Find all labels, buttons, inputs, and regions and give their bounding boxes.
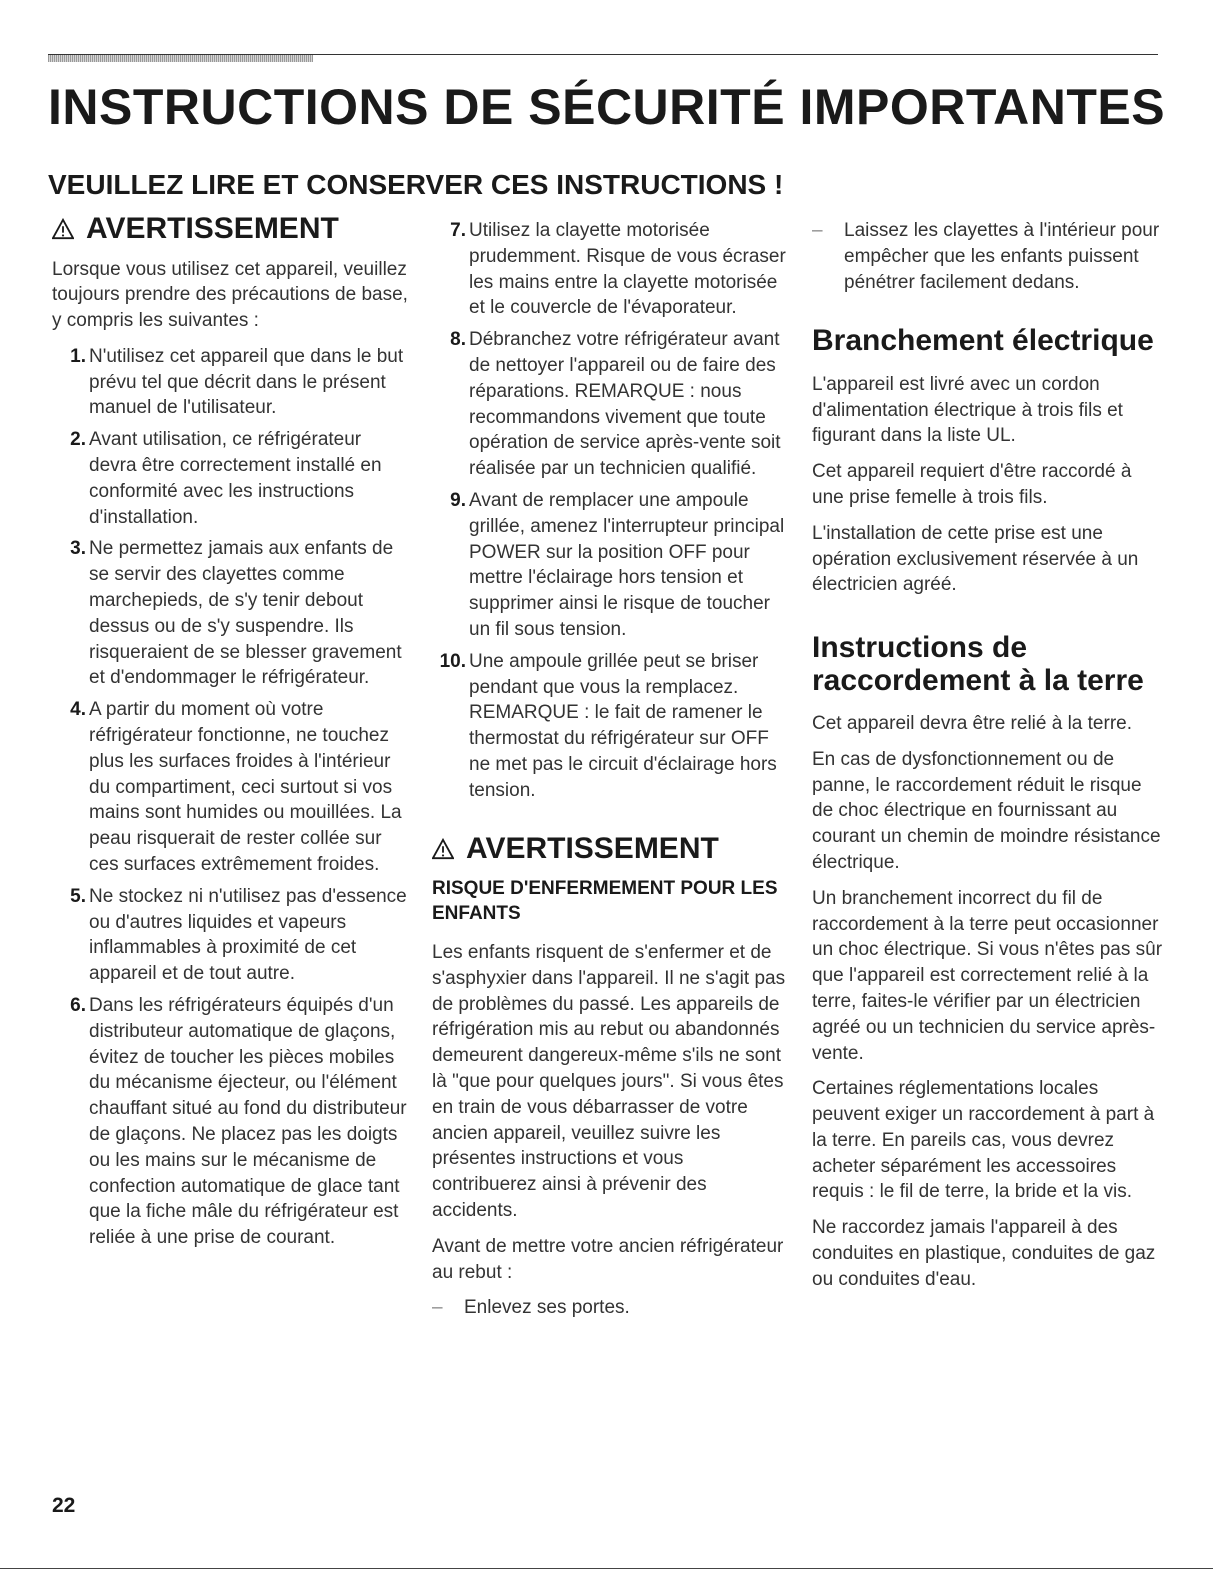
- column-2: [432, 218, 792, 1331]
- child-entrapment-heading: RISQUE D'ENFERMEMENT POUR LES ENFANTS: [432, 878, 778, 925]
- intro-paragraph: Lorsque vous utilisez cet appareil, veuillez toujours prendre des précautions de base, y compris les suivantes :: [52, 258, 408, 332]
- item-number: 1.: [70, 345, 86, 367]
- dash-item-leave-shelves: [812, 218, 1167, 295]
- item-text: Ne permettez jamais aux enfants de se servir des clayettes comme marchepieds, de s'y tenir debout dessus ou de s'y suspendre. Ils risqueraient de se blesser gravement et d'endommager le réfrigérateur.: [89, 538, 402, 689]
- item-number: 8.: [450, 329, 466, 351]
- electrical-paragraph-2: Cet appareil requiert d'être raccordé à une prise femelle à trois fils.: [812, 461, 1132, 508]
- item-text: Ne stockez ni n'utilisez pas d'essence ou d'autres liquides et vapeurs inflammables à proximité de cet appareil et de tout autre.: [89, 885, 407, 985]
- dash-mark: –: [432, 1297, 443, 1319]
- item-number: 10.: [439, 650, 466, 672]
- list-item: [52, 427, 412, 530]
- electrical-paragraph-1: L'appareil est livré avec un cordon d'alimentation électrique à trois fils et figurant dans la liste UL.: [812, 373, 1123, 447]
- page-title: INSTRUCTIONS DE SÉCURITÉ IMPORTANTES: [48, 79, 1166, 135]
- item-number: 2.: [70, 429, 86, 451]
- column-1: [52, 212, 412, 1257]
- item-number: 4.: [70, 699, 86, 721]
- dash-text: Laissez les clayettes à l'intérieur pour empêcher que les enfants puissent pénétrer facilement dedans.: [844, 220, 1160, 293]
- list-item: [432, 327, 792, 482]
- warning-heading-1: [52, 212, 412, 247]
- item-number: 7.: [450, 220, 466, 241]
- safety-list-1: [52, 344, 412, 1251]
- item-text: N'utilisez cet appareil que dans le but prévu tel que décrit dans le présent manuel de l'utilisateur.: [89, 345, 404, 419]
- page-number: 22: [52, 1494, 76, 1517]
- item-text: A partir du moment où votre réfrigérateur fonctionne, ne touchez plus les surfaces froides à l'intérieur du compartiment, ceci surtout si vos mains sont humides ou mouillées. La peau risquerait de rester collée sur ces surfaces extrêmement froides.: [89, 699, 402, 876]
- item-number: 3.: [70, 538, 86, 560]
- item-text: Débranchez votre réfrigérateur avant de nettoyer l'appareil ou de faire des réparations. REMARQUE : nous recommandons vivement que toute opération de service après-vente soit réalisée par un technicien qualifié.: [469, 329, 781, 480]
- list-item: [52, 993, 412, 1251]
- bottom-rule: [0, 1568, 1213, 1569]
- entrapment-paragraph: Les enfants risquent de s'enfermer et de s'asphyxier dans l'appareil. Il ne s'agit pas de problèmes du passé. Les appareils de réfrigération mis au rebut ou abandonnés demeurent dangereux-même s'ils ne sont là "que pour quelques jours". Si vous êtes en train de vous débarrasser de votre ancien appareil, veuillez suivre les présentes instructions et vous contribuerez ainsi à prévenir des accidents.: [432, 942, 786, 1221]
- grounding-paragraph-4: Certaines réglementations locales peuvent exiger un raccordement à part à la terre. En pareils cas, vous devrez acheter séparément les accessoires requis : le fil de terre, la bride et la vis.: [812, 1078, 1155, 1203]
- list-item: [52, 344, 412, 421]
- dash-item-remove-doors: [432, 1295, 792, 1321]
- electrical-connection-heading: Branchement électrique: [812, 324, 1154, 358]
- column-3: [812, 218, 1167, 1303]
- list-item: [432, 488, 792, 643]
- grounding-paragraph-2: En cas de dysfonctionnement ou de panne, le raccordement réduit le risque de choc électrique en fournissant au courant un chemin de moindre résistance électrique.: [812, 748, 1161, 873]
- dash-text: Enlevez ses portes.: [464, 1297, 630, 1319]
- disposal-intro: Avant de mettre votre ancien réfrigérateur au rebut :: [432, 1235, 784, 1283]
- safety-list-2: [432, 218, 792, 804]
- item-text: Dans les réfrigérateurs équipés d'un distributeur automatique de glaçons, évitez de toucher les pièces mobiles du mécanisme éjecteur, ou l'élément chauffant situé au fond du distributeur de glaçons. Ne placez pas les doigts ou les mains sur le mécanisme de confection automatique de glace tant que la fiche mâle du réfrigérateur est reliée à une prise de courant.: [89, 995, 407, 1249]
- electrical-paragraph-3: L'installation de cette prise est une opération exclusivement réservée à un électricien agréé.: [812, 522, 1139, 596]
- grounding-paragraph-3: Un branchement incorrect du fil de raccordement à la terre peut occasionner un choc électrique. Si vous n'êtes pas sûr que l'appareil est correctement relié à la terre, faites-le vérifier par un électricien agréé ou un technicien du service après-vente.: [812, 887, 1163, 1064]
- warning-label: AVERTISSEMENT: [466, 831, 719, 865]
- item-text: Avant utilisation, ce réfrigérateur devra être correctement installé en conformité avec les instructions d'installation.: [89, 429, 382, 528]
- grounding-heading: Instructions de raccordement à la terre: [812, 631, 1144, 697]
- item-text: Une ampoule grillée peut se briser pendant que vous la remplacez. REMARQUE : le fait de ramener le thermostat du réfrigérateur sur OFF ne met pas le circuit d'éclairage hors tension.: [469, 650, 777, 801]
- list-item: [432, 649, 792, 804]
- warning-icon: [52, 218, 74, 240]
- grounding-paragraph-1: Cet appareil devra être relié à la terre.: [812, 712, 1132, 734]
- grounding-paragraph-5: Ne raccordez jamais l'appareil à des conduites en plastique, conduites de gaz ou conduites d'eau.: [812, 1217, 1156, 1290]
- dash-mark: –: [812, 220, 823, 241]
- item-text: Avant de remplacer une ampoule grillée, amenez l'interrupteur principal POWER sur la position OFF pour mettre l'éclairage hors tension et supprimer ainsi le risque de toucher un fil sous tension.: [469, 489, 785, 640]
- warning-icon: [432, 838, 454, 860]
- item-number: 6.: [70, 995, 86, 1017]
- warning-heading-2: [432, 832, 792, 867]
- list-item: [432, 218, 792, 321]
- list-item: [52, 536, 412, 691]
- list-item: [52, 697, 412, 878]
- item-text: Utilisez la clayette motorisée prudemment. Risque de vous écraser les mains entre la clayette motorisée et le couvercle de l'évaporateur.: [469, 220, 786, 319]
- warning-label: AVERTISSEMENT: [86, 212, 339, 245]
- page-subtitle: VEUILLEZ LIRE ET CONSERVER CES INSTRUCTIONS !: [48, 169, 784, 200]
- item-number: 9.: [450, 489, 466, 511]
- item-number: 5.: [70, 885, 86, 907]
- top-shade-bar: [48, 55, 313, 62]
- list-item: [52, 884, 412, 987]
